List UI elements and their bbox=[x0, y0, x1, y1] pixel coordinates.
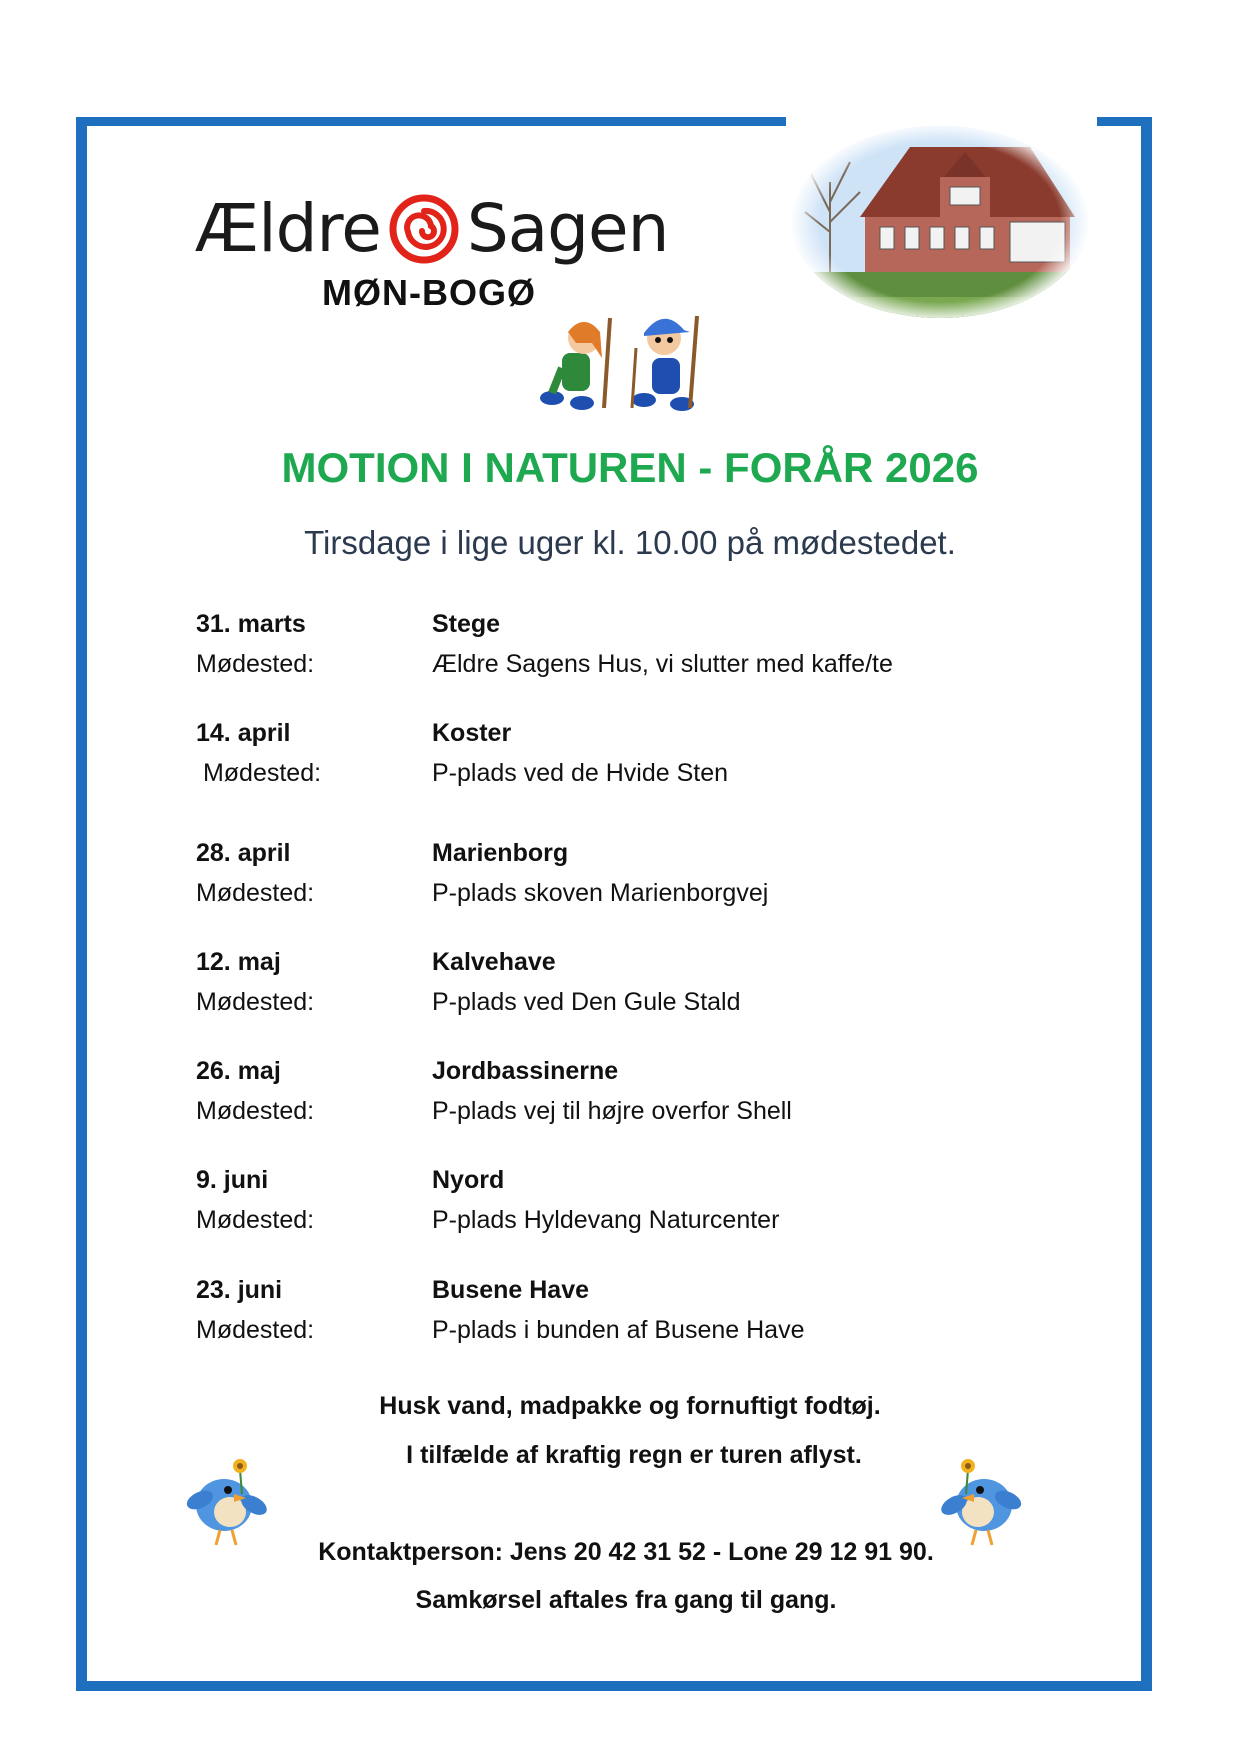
event-place: Nyord bbox=[432, 1166, 505, 1194]
schedule-event bbox=[196, 1051, 1096, 1131]
meeting-place: P-plads vej til højre overfor Shell bbox=[432, 1097, 792, 1125]
meeting-label: Mødested: bbox=[196, 1206, 315, 1234]
event-date: 26. maj bbox=[196, 1057, 281, 1085]
meeting-label: Mødested: bbox=[196, 1097, 315, 1125]
contact-line: Kontaktperson: Jens 20 42 31 52 - Lone 29 12 91 90. bbox=[318, 1538, 934, 1566]
meeting-label: Mødested: bbox=[196, 759, 322, 787]
aeldre-sagen-swirl-icon bbox=[389, 194, 459, 264]
carpool-line: Samkørsel aftales fra gang til gang. bbox=[415, 1586, 837, 1614]
event-date: 23. juni bbox=[196, 1276, 283, 1304]
event-date: 9. juni bbox=[196, 1166, 269, 1194]
frame-top-left bbox=[76, 117, 786, 126]
meeting-label: Mødested: bbox=[196, 988, 315, 1016]
page-title: MOTION I NATUREN - FORÅR 2026 bbox=[281, 444, 979, 491]
schedule-event bbox=[196, 1270, 1096, 1350]
branch-name: MØN-BOGØ bbox=[322, 272, 536, 313]
meeting-place: Ældre Sagens Hus, vi slutter med kaffe/te bbox=[432, 650, 893, 678]
event-place: Koster bbox=[432, 719, 512, 747]
event-date: 14. april bbox=[196, 719, 291, 747]
schedule-event bbox=[196, 833, 1096, 913]
schedule-event bbox=[196, 713, 1096, 793]
event-place: Kalvehave bbox=[432, 948, 556, 976]
note-bring: Husk vand, madpakke og fornuftigt fodtøj. bbox=[379, 1392, 881, 1420]
event-date: 12. maj bbox=[196, 948, 281, 976]
event-place: Marienborg bbox=[432, 839, 569, 867]
schedule-event bbox=[196, 1160, 1096, 1240]
meeting-place: P-plads ved Den Gule Stald bbox=[432, 988, 741, 1016]
event-place: Jordbassinerne bbox=[432, 1057, 619, 1085]
event-place: Busene Have bbox=[432, 1276, 590, 1304]
event-date: 31. marts bbox=[196, 610, 306, 638]
frame-bottom bbox=[76, 1681, 1152, 1691]
house-photo bbox=[790, 122, 1090, 322]
schedule-event bbox=[196, 942, 1096, 1022]
meeting-label: Mødested: bbox=[196, 650, 315, 678]
meeting-place: P-plads Hyldevang Naturcenter bbox=[432, 1206, 780, 1234]
meeting-label: Mødested: bbox=[196, 1316, 315, 1344]
bird-with-flower-icon bbox=[936, 1450, 1026, 1550]
event-place: Stege bbox=[432, 610, 501, 638]
intro-text: Tirsdage i lige uger kl. 10.00 på mødestedet. bbox=[304, 524, 956, 561]
hikers-illustration bbox=[532, 308, 732, 412]
logo-text-right: Sagen bbox=[466, 190, 669, 267]
note-rain: I tilfælde af kraftig regn er turen aflyst. bbox=[406, 1441, 862, 1469]
logo-text-left: Ældre bbox=[195, 190, 381, 267]
bird-with-flower-icon bbox=[182, 1450, 272, 1550]
schedule-event bbox=[196, 604, 1096, 684]
meeting-label: Mødested: bbox=[196, 879, 315, 907]
meeting-place: P-plads ved de Hvide Sten bbox=[432, 759, 729, 787]
meeting-place: P-plads i bunden af Busene Have bbox=[432, 1316, 805, 1344]
event-date: 28. april bbox=[196, 839, 291, 867]
meeting-place: P-plads skoven Marienborgvej bbox=[432, 879, 769, 907]
aeldre-sagen-logo bbox=[195, 186, 669, 272]
